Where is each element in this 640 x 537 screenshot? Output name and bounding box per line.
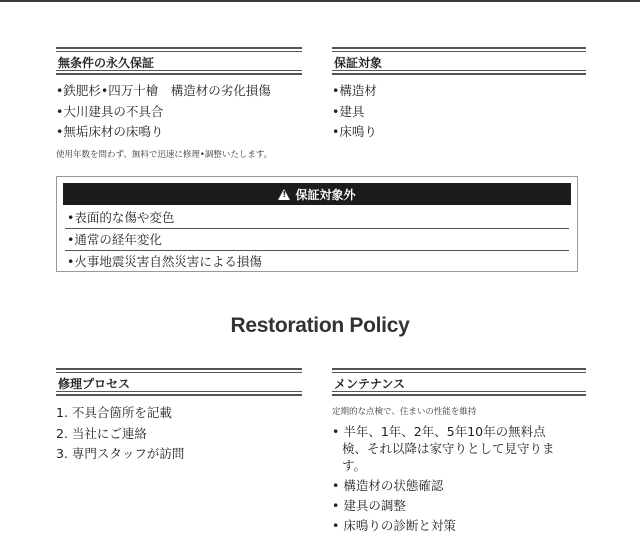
maintenance-title: メンテナンス (334, 377, 406, 391)
exclusions-list (65, 207, 569, 272)
maintenance-note: 定期的な点検で、住まいの性能を維持 (332, 407, 477, 417)
list-item: •通常の経年変化 (65, 229, 569, 251)
list-item: 2. 当社にご連絡 (56, 425, 147, 441)
list-item: •火事地震災害自然災害による損傷 (67, 254, 262, 269)
list-item: • 建具の調整 (332, 498, 406, 513)
coverage-header (332, 47, 586, 75)
coverage-list (332, 81, 586, 143)
exclusions-box (56, 176, 578, 272)
maintenance-header (332, 368, 586, 396)
list-item: •床鳴り (332, 124, 377, 139)
exclusions-header (63, 183, 571, 205)
list-item: •鉄肥杉•四万十檜 構造材の劣化損傷 (56, 83, 271, 98)
exclusions-title: 保証対象外 (295, 187, 356, 202)
top-border (0, 0, 640, 2)
list-item: •建具 (332, 103, 365, 119)
warranty-list (56, 81, 302, 143)
coverage-section (332, 47, 586, 143)
repair-process-header (56, 368, 302, 396)
warranty-title: 無条件の永久保証 (58, 56, 155, 70)
repair-process-list (56, 403, 302, 465)
list-item: • 半年、1年、2年、5年10年の無料点検、それ以降は家守りとして見守ります。 (332, 424, 555, 473)
maintenance-section (332, 368, 586, 537)
warranty-header (56, 47, 302, 75)
warranty-section (56, 47, 302, 160)
warning-icon (278, 189, 290, 200)
list-item: •大川建具の不具合 (56, 103, 164, 119)
list-item: • 床鳴りの診断と対策 (332, 518, 456, 533)
list-item: 1. 不具合箇所を記載 (56, 405, 172, 420)
list-item: • 構造材の状態確認 (332, 478, 444, 493)
list-item: •構造材 (332, 83, 377, 98)
coverage-title: 保証対象 (334, 56, 383, 70)
list-item: •無垢床材の床鳴り (56, 124, 164, 139)
repair-process-section (56, 368, 302, 465)
repair-process-title: 修理プロセス (58, 377, 131, 391)
warranty-note: 使用年数を問わず、無料で迅速に修理•調整いたします。 (56, 149, 273, 160)
page-title: Restoration Policy (230, 314, 410, 337)
maintenance-list (332, 423, 562, 534)
list-item: 3. 専門スタッフが訪問 (56, 446, 185, 461)
list-item: •表面的な傷や変色 (65, 207, 569, 229)
